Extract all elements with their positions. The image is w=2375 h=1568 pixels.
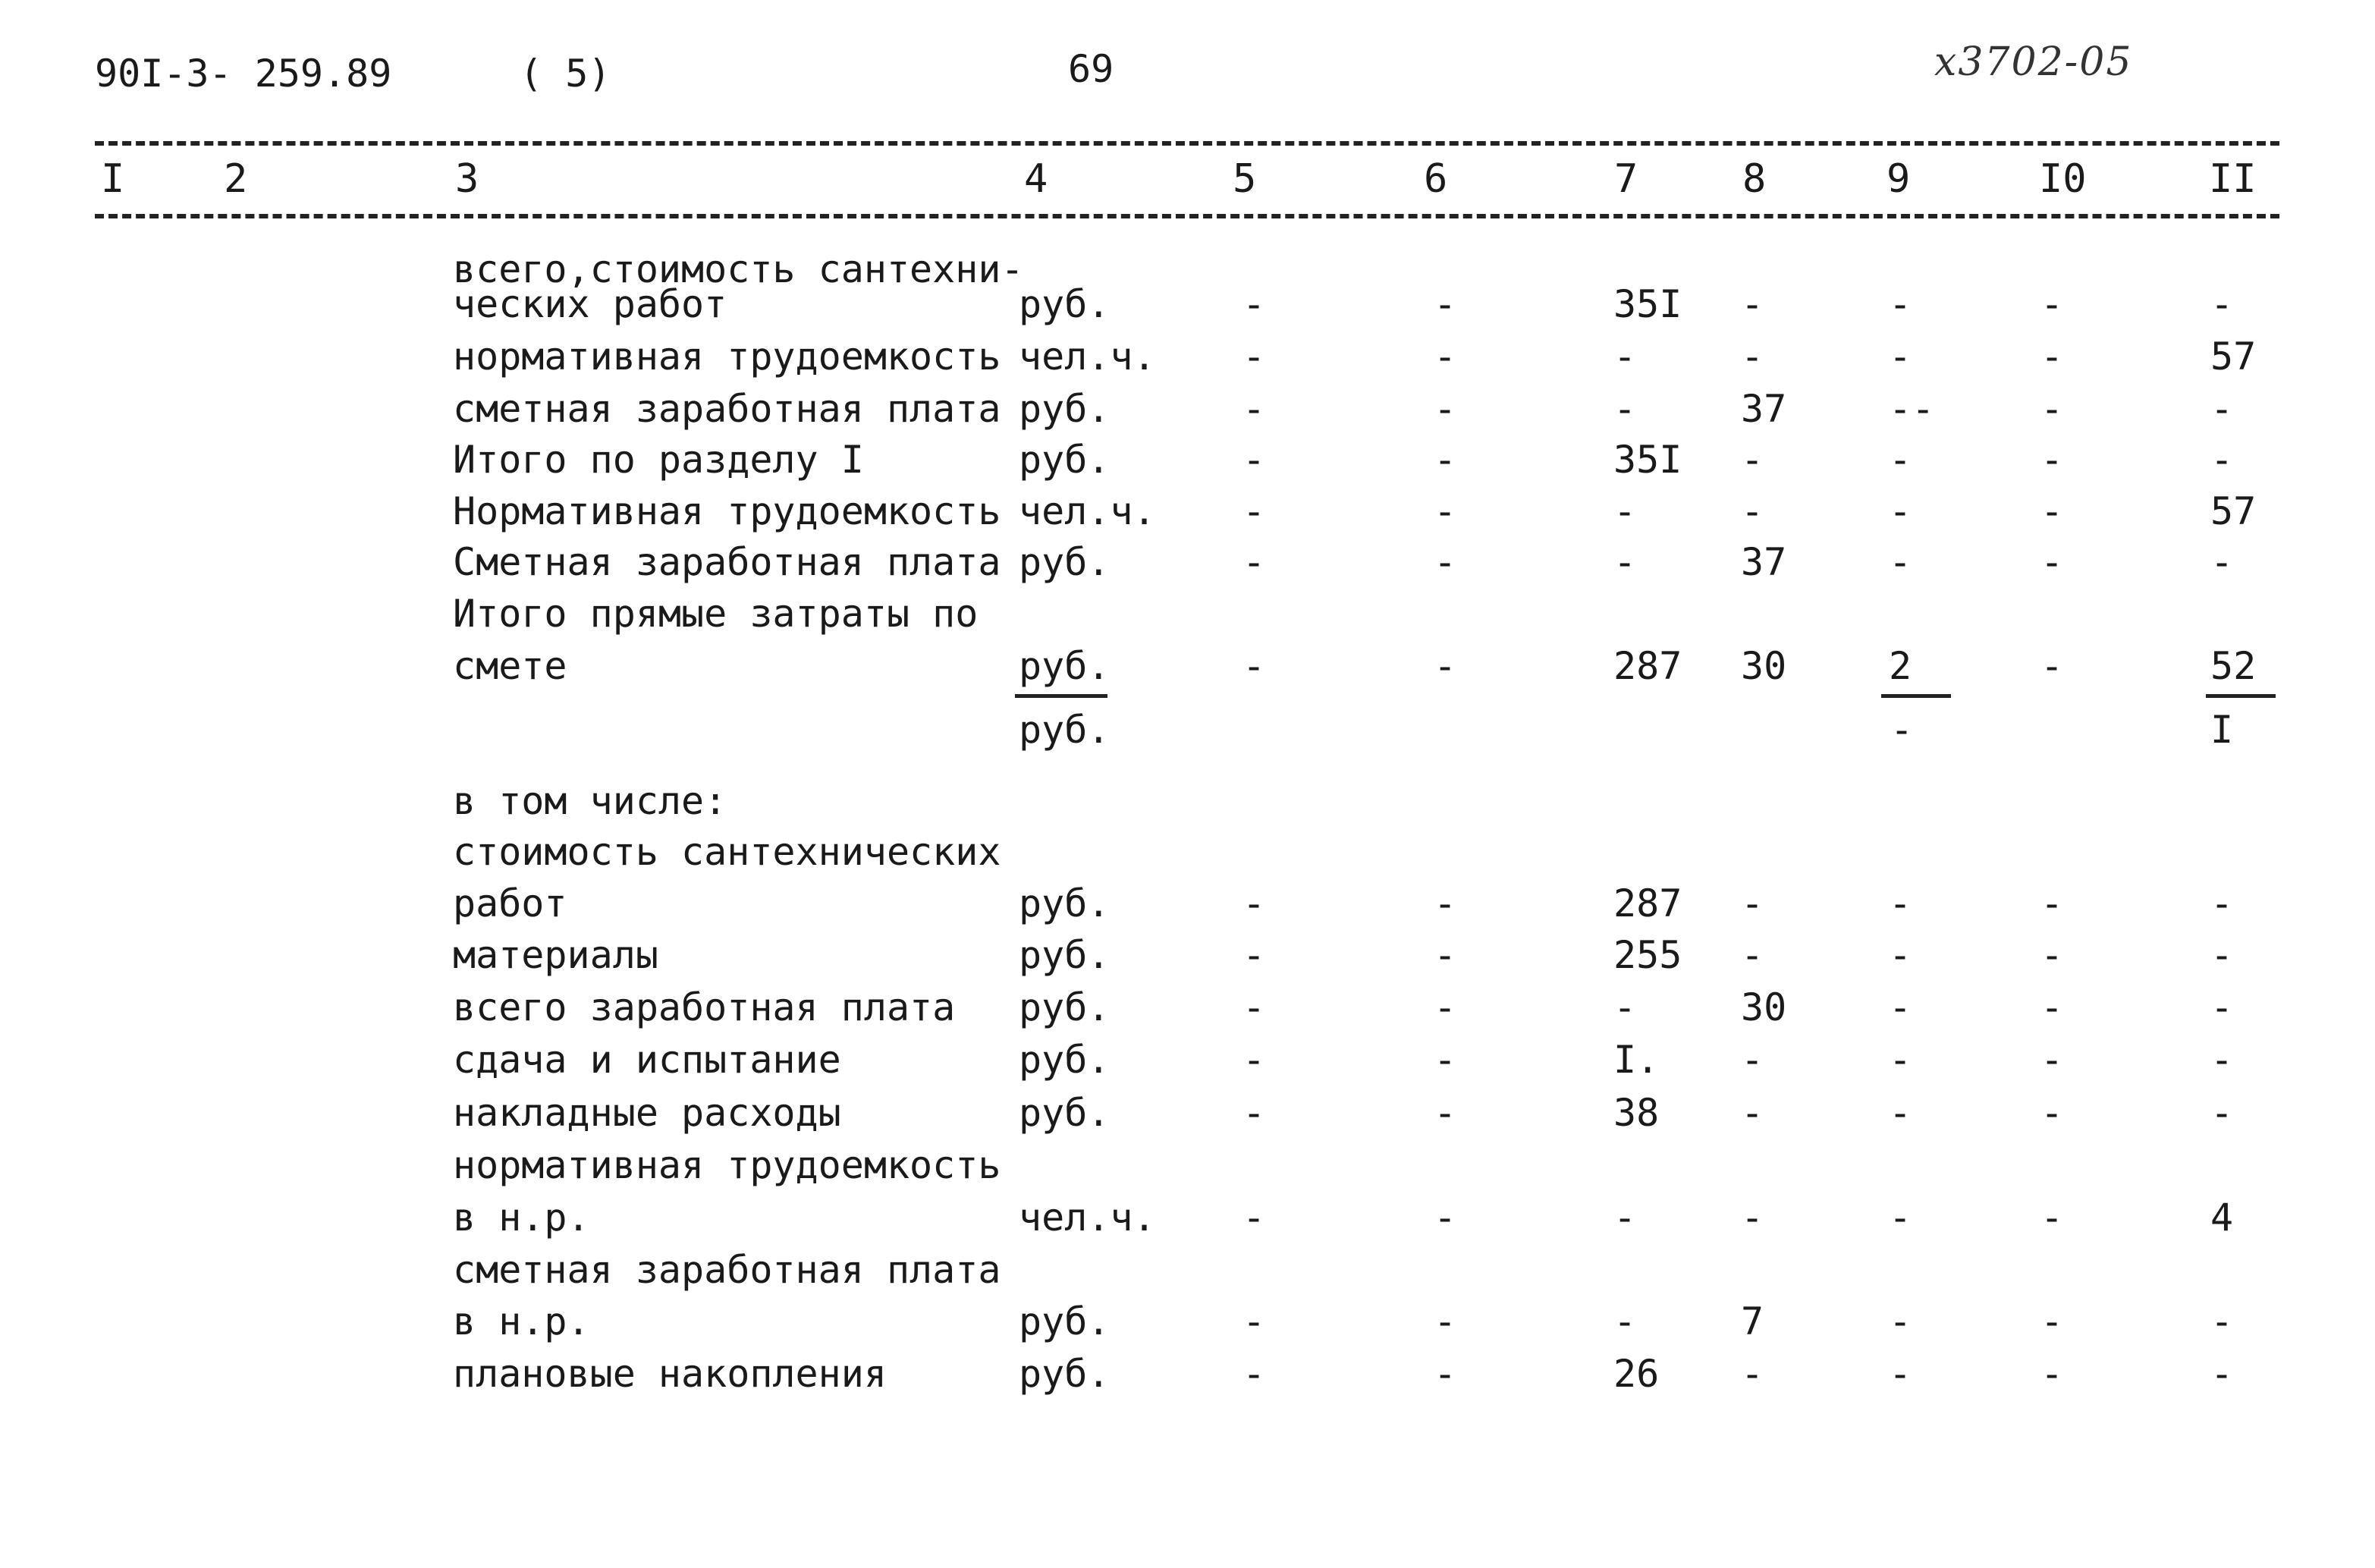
value-c7: 287 — [1613, 644, 1682, 688]
value-c6: - — [1434, 335, 1457, 379]
column-header-10: I0 — [2039, 156, 2087, 202]
row-label: сметная заработная плата — [453, 1248, 1001, 1292]
unit-cell: чел.ч. — [1019, 489, 1156, 533]
value-c6: - — [1434, 387, 1457, 431]
value-c10: - — [2040, 489, 2064, 533]
value-c6: - — [1434, 1299, 1457, 1343]
value-c11: - — [2210, 438, 2234, 482]
value-c11: - — [2210, 985, 2234, 1029]
value-c9: - — [1889, 985, 1912, 1029]
value-c11: - — [2210, 387, 2234, 431]
row-label: всего,стоимость сантехни- — [453, 247, 1024, 291]
value-c5: - — [1242, 489, 1266, 533]
value-c8: - — [1741, 438, 1764, 482]
value-c6: - — [1434, 489, 1457, 533]
value-c5: - — [1242, 1196, 1266, 1240]
unit-cell: чел.ч. — [1019, 335, 1156, 379]
value-c11: - — [2210, 540, 2234, 584]
value-c7: - — [1613, 1299, 1637, 1343]
value-c11: - — [2210, 1091, 2234, 1135]
value-c8: 37 — [1741, 387, 1787, 431]
value-c10: - — [2040, 1038, 2064, 1082]
value-c10: - — [2040, 540, 2064, 584]
fraction-line — [1881, 694, 1951, 698]
value-c10: - — [2040, 335, 2064, 379]
value-c10: - — [2040, 387, 2064, 431]
value-c9: - — [1889, 933, 1912, 977]
value-c7: - — [1613, 335, 1637, 379]
value-c5: - — [1242, 985, 1266, 1029]
part-number: ( 5) — [520, 52, 611, 96]
column-header-7: 7 — [1614, 156, 1638, 202]
value-c11: 57 — [2210, 489, 2257, 533]
value-c7: I. — [1613, 1038, 1660, 1082]
value-c11: - — [2210, 881, 2234, 925]
value-c10: - — [2040, 933, 2064, 977]
value-c6: - — [1434, 1196, 1457, 1240]
column-header-8: 8 — [1742, 156, 1767, 202]
value-c8: - — [1741, 933, 1764, 977]
row-label: материалы — [453, 933, 658, 977]
value-c7: - — [1613, 985, 1637, 1029]
fraction-line — [1015, 694, 1107, 698]
value-c11: - — [2210, 1299, 2234, 1343]
value-c11: - — [2210, 933, 2234, 977]
value-c6: - — [1434, 282, 1457, 326]
row-label: нормативная трудоемкость — [453, 1143, 1001, 1187]
value-c5: - — [1242, 1038, 1266, 1082]
value-c9: - — [1889, 1091, 1912, 1135]
column-header-6: 6 — [1424, 156, 1448, 202]
value-c8: 30 — [1741, 644, 1787, 688]
value-c7: 35I — [1613, 438, 1682, 482]
value-c5: - — [1242, 644, 1266, 688]
value-c6: - — [1434, 644, 1457, 688]
value-c10: - — [2040, 282, 2064, 326]
column-header-11: II — [2209, 156, 2257, 202]
value-c8: - — [1741, 489, 1764, 533]
column-header-4: 4 — [1024, 156, 1048, 202]
row-label: в н.р. — [453, 1299, 590, 1343]
value-c7: 35I — [1613, 282, 1682, 326]
unit-cell: руб. — [1019, 1038, 1111, 1082]
value-c5: - — [1242, 933, 1266, 977]
row-label: сметная заработная плата — [453, 387, 1001, 431]
unit-cell: руб. — [1019, 1352, 1111, 1396]
value-c5: - — [1242, 335, 1266, 379]
row-label: Нормативная трудоемкость — [453, 489, 1001, 533]
row-label: всего заработная плата — [453, 985, 956, 1029]
row-label: Итого прямые затраты по — [453, 592, 979, 636]
value-c8: - — [1741, 1352, 1764, 1396]
unit-cell: руб. — [1019, 438, 1111, 482]
unit-cell: руб. — [1019, 644, 1111, 688]
inventory-stamp: x3702-05 — [1934, 39, 2133, 85]
unit-cell: чел.ч. — [1019, 1196, 1156, 1240]
unit-cell: руб. — [1019, 985, 1111, 1029]
value-c8: - — [1741, 282, 1764, 326]
column-header-5: 5 — [1233, 156, 1257, 202]
value-c8: - — [1741, 335, 1764, 379]
value-c5: - — [1242, 282, 1266, 326]
value-c5: - — [1242, 881, 1266, 925]
value-c11-denominator: I — [2210, 708, 2234, 752]
unit-cell: руб. — [1019, 1299, 1111, 1343]
value-c5: - — [1242, 387, 1266, 431]
value-c7: 255 — [1613, 933, 1682, 977]
value-c6: - — [1434, 1038, 1457, 1082]
unit-cell: руб. — [1019, 1091, 1111, 1135]
unit-cell: руб. — [1019, 540, 1111, 584]
value-c5: - — [1242, 1299, 1266, 1343]
value-c6: - — [1434, 1352, 1457, 1396]
row-label: в том числе: — [453, 779, 727, 823]
row-label: Сметная заработная плата — [453, 540, 1001, 584]
fraction-line — [2206, 694, 2276, 698]
row-label: ческих работ — [453, 282, 727, 326]
value-c7: - — [1613, 489, 1637, 533]
value-c9: - — [1889, 438, 1912, 482]
value-c10: - — [2040, 644, 2064, 688]
value-c8: 37 — [1741, 540, 1787, 584]
column-header-2: 2 — [224, 156, 248, 202]
value-c8: 30 — [1741, 985, 1787, 1029]
value-c6: - — [1434, 933, 1457, 977]
value-c9-denominator: - — [1890, 708, 1914, 752]
value-c9: -- — [1889, 387, 1935, 431]
value-c7: - — [1613, 1196, 1637, 1240]
unit-cell: руб. — [1019, 282, 1111, 326]
value-c5: - — [1242, 1352, 1266, 1396]
value-c9: - — [1889, 881, 1912, 925]
value-c6: - — [1434, 540, 1457, 584]
value-c9: - — [1889, 489, 1912, 533]
unit-denominator: руб. — [1019, 708, 1111, 752]
row-label: стоимость сантехнических — [453, 830, 1001, 874]
value-c6: - — [1434, 1091, 1457, 1135]
value-c8: - — [1741, 1091, 1764, 1135]
value-c10: - — [2040, 1352, 2064, 1396]
value-c7: - — [1613, 540, 1637, 584]
value-c11: 57 — [2210, 335, 2257, 379]
value-c8: - — [1741, 881, 1764, 925]
value-c8: - — [1741, 1196, 1764, 1240]
row-label: в н.р. — [453, 1196, 590, 1240]
unit-cell: руб. — [1019, 881, 1111, 925]
unit-cell: руб. — [1019, 933, 1111, 977]
value-c9: - — [1889, 335, 1912, 379]
value-c10: - — [2040, 1299, 2064, 1343]
row-label: нормативная трудоемкость — [453, 335, 1001, 379]
value-c11: 4 — [2210, 1196, 2234, 1240]
value-c9: - — [1889, 1299, 1912, 1343]
column-header-3: 3 — [455, 156, 479, 202]
value-c10: - — [2040, 1196, 2064, 1240]
value-c11: - — [2210, 282, 2234, 326]
column-header-9: 9 — [1886, 156, 1911, 202]
value-c5: - — [1242, 438, 1266, 482]
value-c6: - — [1434, 985, 1457, 1029]
value-c9: - — [1889, 282, 1912, 326]
value-c5: - — [1242, 1091, 1266, 1135]
value-c8: 7 — [1741, 1299, 1764, 1343]
value-c9: - — [1889, 1352, 1912, 1396]
value-c10: - — [2040, 881, 2064, 925]
value-c6: - — [1434, 881, 1457, 925]
value-c9: - — [1889, 540, 1912, 584]
value-c9: - — [1889, 1038, 1912, 1082]
value-c11: 52 — [2210, 644, 2257, 688]
unit-cell: руб. — [1019, 387, 1111, 431]
row-label: работ — [453, 881, 567, 925]
value-c9: - — [1889, 1196, 1912, 1240]
value-c7: 26 — [1613, 1352, 1660, 1396]
page-number: 69 — [1068, 47, 1114, 91]
value-c11: - — [2210, 1352, 2234, 1396]
value-c8: - — [1741, 1038, 1764, 1082]
value-c9: 2 — [1889, 644, 1912, 688]
value-c6: - — [1434, 438, 1457, 482]
value-c7: 38 — [1613, 1091, 1660, 1135]
value-c11: - — [2210, 1038, 2234, 1082]
row-label: Итого по разделу I — [453, 438, 864, 482]
value-c10: - — [2040, 438, 2064, 482]
value-c10: - — [2040, 985, 2064, 1029]
value-c5: - — [1242, 540, 1266, 584]
column-header-1: I — [101, 156, 125, 202]
row-label: плановые накопления — [453, 1352, 887, 1396]
value-c7: 287 — [1613, 881, 1682, 925]
header-top-rule — [95, 141, 2279, 146]
row-label: смете — [453, 644, 567, 688]
document-code: 90I-3- 259.89 — [95, 52, 392, 96]
value-c7: - — [1613, 387, 1637, 431]
header-bottom-rule — [95, 214, 2279, 218]
row-label: накладные расходы — [453, 1091, 841, 1135]
row-label: сдача и испытание — [453, 1038, 841, 1082]
value-c10: - — [2040, 1091, 2064, 1135]
